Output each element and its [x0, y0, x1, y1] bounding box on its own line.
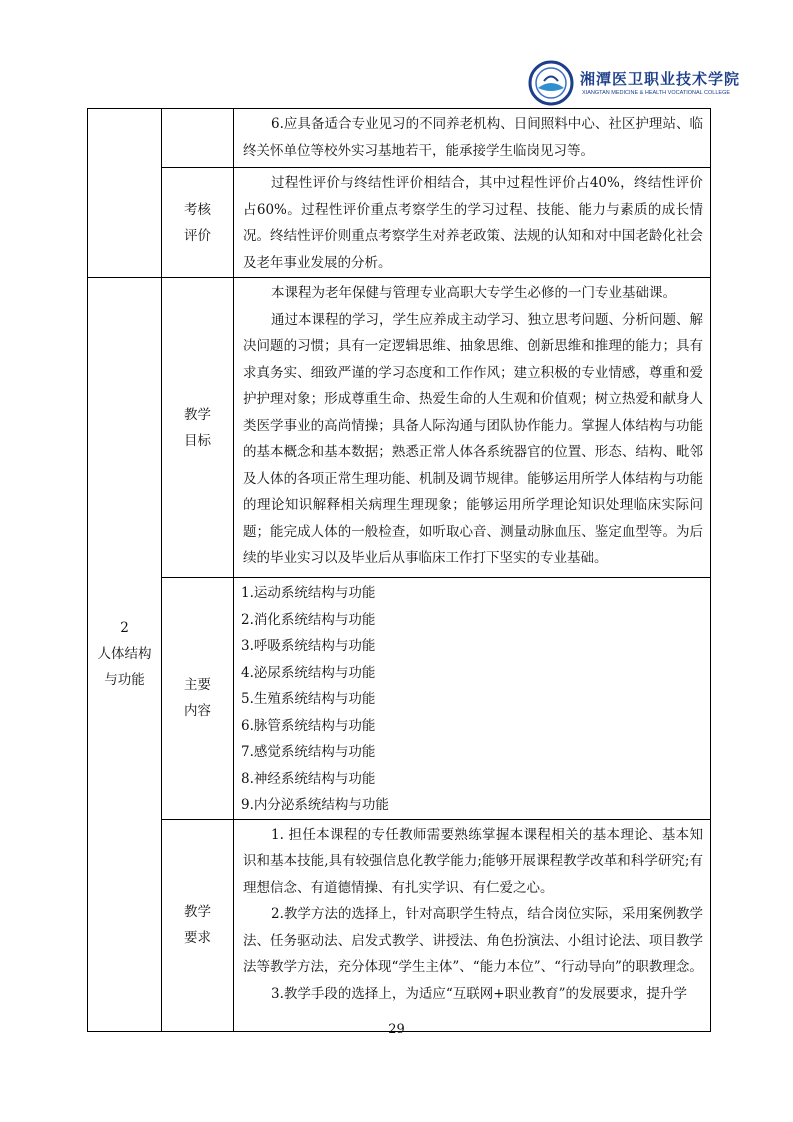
table-row: [88, 278, 711, 578]
label-line: 考核: [184, 201, 211, 218]
curriculum-table: [87, 108, 711, 1032]
list-item: 1.运动系统结构与功能: [241, 585, 376, 601]
table-row: [88, 819, 711, 1031]
label-line: 教学: [184, 406, 211, 423]
label-line: 主要: [184, 677, 211, 694]
practice-base-text: 6.应具备适合专业见习的不同养老机构、日间照料中心、社区护理站、临终关怀单位等校外实习基地若干，能承接学生临岗见习等。: [243, 116, 703, 159]
content-list-cell: [234, 578, 711, 820]
assessment-text: 过程性评价与终结性评价相结合，其中过程性评价占40%，终结性评价占60%。过程性评价重点考察学生的学习过程、技能、能力与素质的成长情况。终结性评价则重点考察学生对养老政策、法规的认知和对中国老龄化社会及老年事业发展的分析。: [243, 175, 703, 271]
label-line: 要求: [184, 930, 211, 946]
course-number: 2: [120, 620, 129, 637]
label-line: 教学: [184, 904, 211, 920]
requirements-para: 3.教学手段的选择上，为适应“互联网+职业教育”的发展要求，提升学: [271, 985, 687, 1002]
college-logo: [528, 60, 741, 112]
course-name-line: 与功能: [104, 672, 145, 689]
assessment-text-cell: [234, 168, 711, 278]
list-item: 6.脉管系统结构与功能: [241, 717, 376, 734]
objectives-label: [162, 278, 234, 578]
label-line: 内容: [184, 703, 211, 720]
list-item: 7.感觉系统结构与功能: [241, 744, 376, 760]
requirements-para: 2.教学方法的选择上，针对高职学生特点，结合岗位实际，采用案例教学法、任务驱动法、启发式教学、讲授法、角色扮演法、小组讨论法、项目教学法等教学方法，充分体现“学生主体”、“能力本位”、“行动导向”的职教理念。: [243, 906, 703, 975]
label-line: 目标: [184, 432, 211, 449]
list-item: 3.呼吸系统结构与功能: [241, 638, 376, 654]
list-item: 2.消化系统结构与功能: [241, 611, 376, 628]
list-item: 5.生殖系统结构与功能: [241, 691, 376, 707]
requirements-para: 1. 担任本课程的专任教师需要熟练掌握本课程相关的基本理论、基本知识和基本技能,具有较强信息化教学能力;能够开展课程教学改革和科学研究;有理想信念、有道德情操、有扎实学识、有仁爱之心。: [243, 826, 703, 896]
objectives-para: 本课程为老年保健与管理专业高职大专学生必修的一门专业基础课。: [271, 285, 676, 301]
table-row: [88, 168, 711, 278]
page-number: 29: [388, 1022, 405, 1037]
content-label: [162, 578, 234, 820]
row-text-cell: [234, 109, 711, 168]
course-name-cell: [88, 278, 162, 1032]
requirements-label: [162, 819, 234, 1031]
table-row: [88, 578, 711, 820]
requirements-text-cell: [234, 819, 711, 1031]
table-row: [88, 109, 711, 168]
logo-chinese-name: 湘潭医卫职业技术学院: [580, 70, 741, 88]
list-item: 9.内分泌系统结构与功能: [241, 797, 389, 813]
objectives-text-cell: [234, 278, 711, 578]
list-item: 8.神经系统结构与功能: [241, 770, 376, 787]
assessment-label: [162, 168, 234, 278]
course-name-line: 人体结构: [97, 646, 152, 663]
logo-english-name: XIANGTAN MEDICINE & HEALTH VOCATIONAL COLLEGE: [582, 90, 731, 96]
objectives-para: 通过本课程的学习，学生应养成主动学习、独立思考问题、分析问题、解决问题的习惯；具有一定逻辑思维、抽象思维、创新思维和推理的能力；具有求真务实、细致严谨的学习态度和工作作风；建立积极的专业情感，尊重和爱护护理对象；形成尊重生命、热爱生命的人生观和价值观；树立热爱和献身人类医学事业的高尚情操；具备人际沟通与团队协作能力。掌握人体结构与功能的基本概念和基本数据；熟悉正常人体各系统器官的位置、形态、结构、毗邻及人体的各项正常生理功能、机制及调节规律。能够运用所学人体结构与功能的理论知识解释相关病理生理现象；能够运用所学理论知识处理临床实际问题；能完成人体的一般检查，如听取心音、测量动脉血压、鉴定血型等。为后续的毕业实习以及毕业后从事临床工作打下坚实的专业基础。: [243, 311, 703, 566]
empty-section-cell: [88, 109, 162, 278]
label-line: 评价: [184, 227, 211, 244]
list-item: 4.泌尿系统结构与功能: [241, 664, 376, 681]
college-emblem-icon: [528, 60, 574, 106]
empty-label-cell: [162, 109, 234, 168]
